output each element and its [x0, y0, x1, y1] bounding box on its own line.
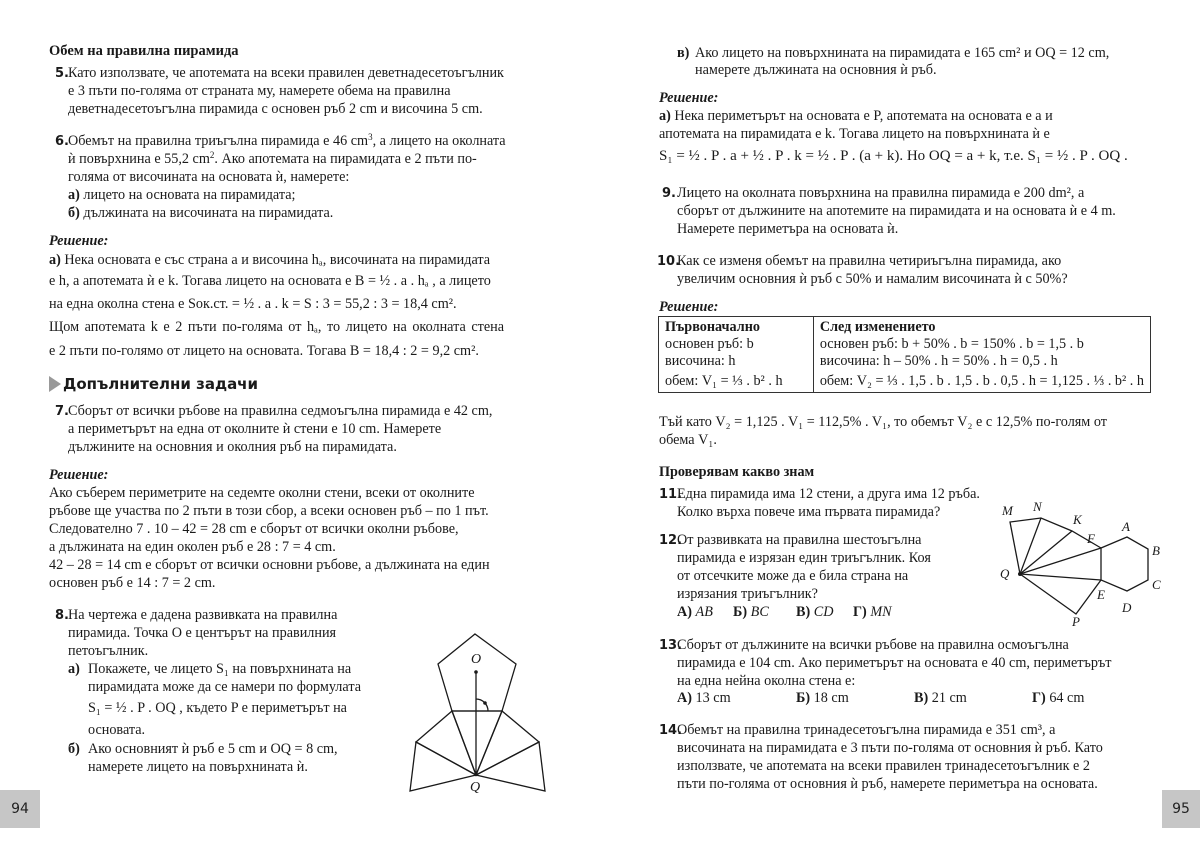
subpart-text: дължината на височината на пирамидата.	[83, 205, 334, 221]
option-value: 13 cm	[695, 690, 731, 706]
option-value: 18 cm	[813, 690, 849, 706]
text: , а лицето на околната	[372, 133, 506, 149]
option-value: MN	[870, 604, 892, 620]
edge	[1020, 548, 1101, 574]
apex-point	[1018, 572, 1022, 576]
problem-text-line: увеличим основния ѝ ръб с 50% и намалим височината ѝ с 50%?	[677, 271, 1068, 287]
label-Q: Q	[470, 780, 481, 795]
solution-line: а дължината на един околен ръб е 28 : 7 = 4 cm.	[49, 539, 336, 555]
answer-option[interactable]	[733, 604, 769, 621]
problem-text-line: голяма от височината на основата ѝ, намерете:	[68, 169, 350, 185]
table-line: обем: V₂ = ⅓ . 1,5 . b . 1,5 . b . 0,5 . h = 1,125 . ⅓ . b² . h	[819, 373, 1144, 389]
hexagon-base	[1101, 537, 1148, 591]
problem-number: 10.	[657, 254, 681, 269]
label-Q: Q	[1000, 566, 1010, 581]
subpart-label: а)	[68, 661, 80, 677]
solution-title: Решение:	[49, 233, 109, 249]
problem-number: 7.	[55, 404, 69, 419]
subpart-label: б)	[68, 741, 80, 757]
solution-line: обема V₁.	[659, 432, 717, 448]
subpart-label: а)	[659, 108, 671, 124]
problem-text-line: Една пирамида има 12 стени, а друга има 12 ръба.	[677, 486, 980, 502]
problem-text-line: Сборът от всички ръбове на правилна седмоъгълна пирамида е 42 cm,	[68, 403, 493, 419]
subpart-text-line: Ако основният ѝ ръб е 5 cm и OQ = 8 cm,	[88, 741, 338, 757]
table-cell-after	[813, 317, 1150, 393]
subpart-text-line: намерете лицето на повърхнината ѝ.	[88, 759, 308, 775]
label-A: A	[1122, 519, 1130, 534]
option-value: 21 cm	[931, 690, 967, 706]
option-label: А)	[677, 604, 692, 620]
problem-text-line: Обемът на правилна тринадесетоъгълна пирамида е 351 cm³, а	[677, 722, 1056, 738]
problem-text-line: На чертежа е дадена развивката на правилна	[68, 607, 338, 623]
label-O: O	[471, 652, 482, 667]
page-number: 95	[1162, 790, 1200, 828]
problem-text-line: Намерете периметъра на основата ѝ.	[677, 221, 899, 237]
solution-line	[659, 108, 1053, 125]
problem-text-line: деветнадесетоъгълна пирамида с основен ръб 2 cm и височина 5 cm.	[68, 101, 483, 117]
option-label: Г)	[853, 604, 867, 620]
problem-text-line: ѝ повърхнина е 55,2 $cm^2$. Ако апотемата на пирамидата е 2 пъти по-	[68, 150, 477, 167]
text: ѝ повърхнина е 55,2 cm	[68, 151, 210, 167]
center-point	[474, 670, 478, 674]
solution-line: основен ръб е 14 : 7 = 2 cm.	[49, 575, 216, 591]
problem-text-line: От развивката на правилна шестоъгълна	[677, 532, 922, 548]
table-line: основен ръб: b + 50% . b = 150% . b = 1,5 . b	[819, 336, 1084, 352]
table-line: височина: h	[665, 353, 736, 369]
edge	[1020, 574, 1101, 580]
label-M: M	[1002, 503, 1013, 518]
problem-number: 14.	[659, 723, 683, 738]
solution-line: Следователно 7 . 10 – 42 = 28 cm е сборът от всички околни ръбове,	[49, 521, 459, 537]
page-number: 94	[0, 790, 40, 828]
solution-line: 42 – 28 = 14 cm е сборът от всички основни ръбове, а дължината на един	[49, 557, 490, 573]
check-section-title: Проверявам какво знам	[659, 464, 815, 480]
option-value: 64 cm	[1049, 690, 1085, 706]
label-K: K	[1073, 512, 1082, 527]
problem-text-line: а периметърът на една от околните ѝ стени е 10 cm. Намерете	[68, 421, 442, 437]
problem-number: 12.	[659, 533, 683, 548]
problem-text-line: височината на пирамидата е 3 пъти по-голяма от основния ѝ ръб. Като	[677, 740, 1103, 756]
subpart-label: б)	[68, 205, 80, 221]
right-angle-mark	[476, 699, 488, 711]
column-header: Първоначално	[665, 319, 761, 335]
label-E: E	[1097, 587, 1105, 602]
problem-number: 6.	[55, 134, 69, 149]
answer-option[interactable]	[796, 690, 849, 707]
triangle-bullet-icon	[49, 376, 61, 392]
text: Обемът на правилна триъгълна пирамида е 46 cm	[68, 133, 369, 149]
solution-line: ръбове ще участва по 2 пъти в този сбор, а всеки основен ръб – по 1 път.	[49, 503, 489, 519]
subpart-label: а)	[49, 252, 61, 268]
problem-number: 8.	[55, 608, 69, 623]
subpart-b	[68, 205, 333, 222]
option-value: BC	[750, 604, 769, 620]
subpart-label: а)	[68, 187, 80, 203]
problem-text-line: пирамида е изрязан един триъгълник. Коя	[677, 550, 931, 566]
problem-number: 13.	[659, 638, 683, 653]
subpart-text-line: Покажете, че лицето S₁ на повърхнината на	[88, 661, 352, 677]
problem-number: 11.	[659, 487, 683, 502]
solution-line: на една околна стена е Sок.ст. = ½ . a . k = S : 3 = 55,2 : 3 = 18,4 cm².	[49, 296, 457, 312]
problem-text-line: Лицето на околната повърхнина на правилна пирамида е 200 dm², а	[677, 185, 1085, 201]
hexagonal-net-figure	[995, 495, 1175, 630]
option-label: А)	[677, 690, 692, 706]
subpart-label: в)	[677, 45, 690, 61]
subpart-text-line: намерете дължината на основния ѝ ръб.	[695, 62, 937, 78]
option-value: CD	[813, 604, 834, 620]
solution-title: Решение:	[659, 299, 719, 315]
problem-text-line: Обемът на правилна триъгълна пирамида е 46 $cm^3$, а лицето на околната	[68, 132, 506, 149]
answer-option[interactable]	[796, 604, 833, 621]
net-outline	[1020, 574, 1101, 614]
solution-line: Ако съберем периметрите на седемте околни стени, всеки от околните	[49, 485, 475, 501]
answer-option[interactable]	[1032, 690, 1084, 707]
option-label: Б)	[796, 690, 811, 706]
table-row	[659, 317, 1151, 393]
subpart-text-line: пирамидата може да се намери по формулата	[88, 679, 361, 695]
solution-line: е 2 пъти по-голямо от лицето на основата. Тогава B = 18,4 : 2 = 9,2 cm².	[49, 343, 479, 359]
column-header: След изменението	[819, 319, 936, 335]
lateral-face	[476, 711, 539, 775]
answer-option[interactable]	[677, 604, 713, 621]
table-line: обем: V₁ = ⅓ . b² . h	[665, 373, 783, 389]
solution-line: Щом апотемата k е 2 пъти по-голяма от hₐ, то лицето на околната стена	[49, 319, 505, 335]
subpart-text-line: S₁ = ½ . P . OQ , където P е периметърът на	[88, 700, 347, 716]
problem-number: 9.	[662, 186, 676, 201]
answer-option[interactable]	[853, 604, 892, 621]
solution-line: е h, а апотемата ѝ е k. Тогава лицето на основата е B = ½ . a . hₐ , а лицето	[49, 273, 491, 289]
problem-text-line: от отсечките може да е била страна на	[677, 568, 909, 584]
problem-text-line: пъти по-голяма от основния ѝ ръб, намерете периметъра на основата.	[677, 776, 1098, 792]
table-cell-initial	[659, 317, 814, 393]
problem-text-line: Сборът от дължините на всички ръбове на правилна осмоъгълна	[677, 637, 1069, 653]
option-label: В)	[796, 604, 811, 620]
label-N: N	[1033, 499, 1042, 514]
heading-text: Допълнителни задачи	[63, 375, 258, 393]
lateral-face	[416, 711, 476, 775]
subpart-a	[68, 187, 295, 204]
problem-text-line: използвате, че апотемата на всеки правилен тринадесетоъгълник е 2	[677, 758, 1090, 774]
problem-text-line: изрязания триъгълник?	[677, 586, 818, 602]
option-label: В)	[914, 690, 929, 706]
label-P: P	[1072, 614, 1080, 629]
problem-text-line: пирамида. Точка O е центърът на правилния	[68, 625, 337, 641]
table-line: височина: h – 50% . h = 50% . h = 0,5 . h	[819, 353, 1058, 369]
solution-line	[49, 252, 490, 269]
problem-text-line: Като използвате, че апотемата на всеки правилен деветнадесетоъгълник	[68, 65, 504, 81]
text: . Ако апотемата на пирамидата е 2 пъти по-	[214, 151, 477, 167]
problem-number: 5.	[55, 66, 69, 81]
right-angle-dot	[483, 701, 487, 705]
problem-text-line: сборът от дължините на апотемите на пирамидата и на основата ѝ е 4 m.	[677, 203, 1116, 219]
subpart-text-line: Ако лицето на повърхнината на пирамидата е 165 cm² и OQ = 12 cm,	[695, 45, 1110, 61]
extra-problems-heading	[49, 376, 258, 393]
label-B: B	[1152, 543, 1160, 558]
pyramid-net-figure	[405, 625, 565, 795]
problem-text-line: петоъгълник.	[68, 643, 149, 659]
solution-formula-line: S₁ = ½ . P . a + ½ . P . k = ½ . P . (a + k). Но OQ = a + k, т.е. S₁ = ½ . P . OQ .	[659, 148, 1128, 164]
problem-text-line: дължините на основния и околния ръб на пирамидата.	[68, 439, 397, 455]
answer-option[interactable]	[677, 690, 731, 707]
text: Нека периметърът на основата е P, апотемата на основата е a и	[674, 108, 1053, 124]
solution-line: Тъй като V₂ = 1,125 . V₁ = 112,5% . V₁, то обемът V₂ е с 12,5% по-голям от	[659, 414, 1107, 430]
problem-text-line: Колко върха повече има първата пирамида?	[677, 504, 941, 520]
option-label: Б)	[733, 604, 748, 620]
solution-line: апотемата на пирамидата е k. Тогава лицето на повърхнината ѝ е	[659, 126, 1050, 142]
comparison-table	[658, 316, 1151, 393]
answer-option[interactable]	[914, 690, 967, 707]
right-page	[600, 0, 1200, 852]
subpart-text: лицето на основата на пирамидата;	[83, 187, 296, 203]
problem-text-line: Как се изменя обемът на правилна четириъгълна пирамида, ако	[677, 253, 1062, 269]
option-value: AB	[695, 604, 713, 620]
section-title: Обем на правилна пирамида	[49, 43, 239, 59]
problem-text-line: е 3 пъти по-голяма от страната му, намерете обема на правилна	[68, 83, 451, 99]
subpart-text-line: основата.	[88, 722, 146, 738]
label-D: D	[1122, 600, 1132, 615]
problem-text-line: на една нейна околна стена е:	[677, 673, 856, 689]
option-label: Г)	[1032, 690, 1046, 706]
solution-title: Решение:	[49, 467, 109, 483]
label-F: F	[1087, 531, 1095, 546]
solution-title: Решение:	[659, 90, 719, 106]
label-C: C	[1152, 577, 1161, 592]
text: Нека основата е със страна a и височина hₐ, височината на пирамидата	[64, 252, 491, 268]
table-line: основен ръб: b	[665, 336, 754, 352]
problem-text-line: пирамида е 104 cm. Ако периметърът на основата е 40 cm, периметърът	[677, 655, 1112, 671]
